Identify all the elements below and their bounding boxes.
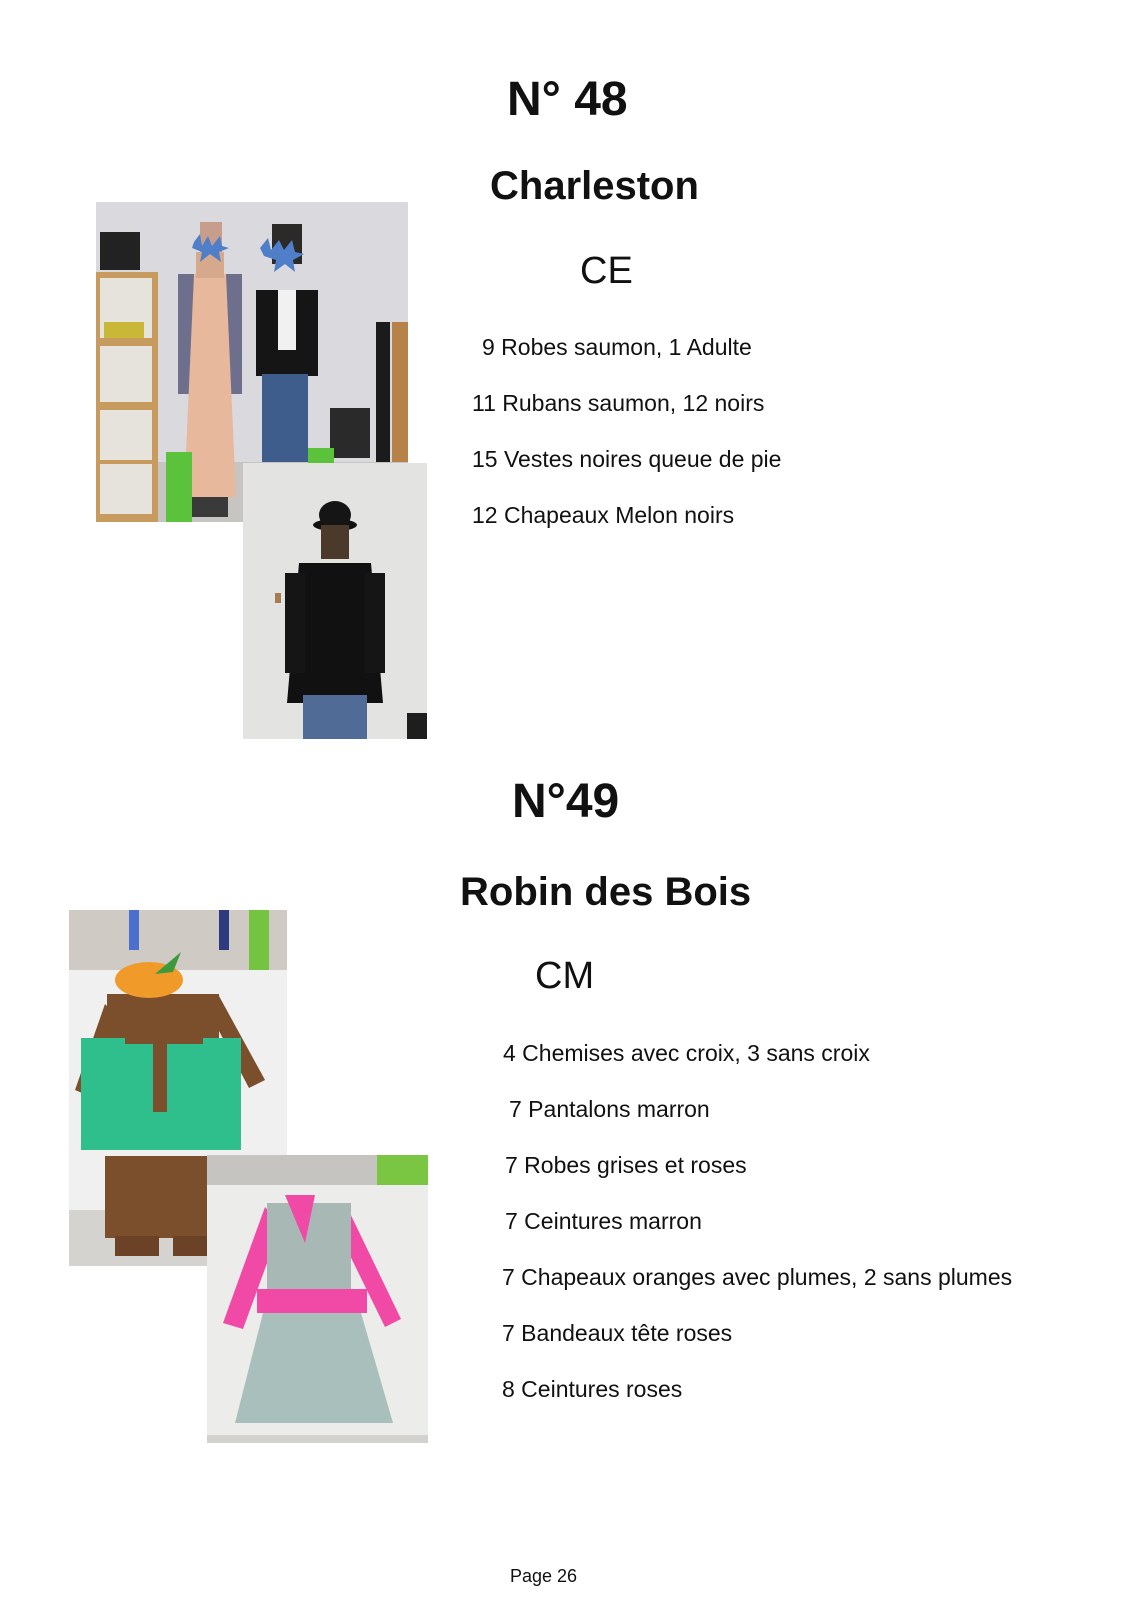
section-48-level: CE: [580, 250, 633, 292]
robin-dress-photo: [207, 1155, 428, 1443]
list-item: 7 Bandeaux tête roses: [502, 1320, 733, 1346]
list-item: 7 Pantalons marron: [509, 1096, 710, 1122]
section-48-name: Charleston: [490, 164, 699, 208]
list-item: 11 Rubans saumon, 12 noirs: [472, 390, 765, 416]
list-item: 7 Ceintures marron: [505, 1208, 702, 1234]
list-item: 4 Chemises avec croix, 3 sans croix: [503, 1040, 870, 1066]
list-item: 7 Chapeaux oranges avec plumes, 2 sans plumes: [502, 1264, 1013, 1290]
section-49-item-list: [500, 1038, 1012, 1430]
page-number: Page 26: [510, 1566, 578, 1586]
section-48-number: N° 48: [507, 73, 628, 126]
list-item: 7 Robes grises et roses: [505, 1152, 747, 1178]
list-item: 8 Ceintures roses: [502, 1376, 683, 1402]
section-48-item-list: [472, 332, 781, 556]
section-49-level: CM: [535, 955, 595, 997]
list-item: 12 Chapeaux Melon noirs: [472, 502, 735, 528]
charleston-back-photo: [243, 463, 427, 739]
section-49-number: N°49: [512, 775, 620, 828]
section-49-name: Robin des Bois: [460, 870, 752, 914]
list-item: 15 Vestes noires queue de pie: [472, 446, 782, 472]
list-item: 9 Robes saumon, 1 Adulte: [482, 334, 752, 360]
